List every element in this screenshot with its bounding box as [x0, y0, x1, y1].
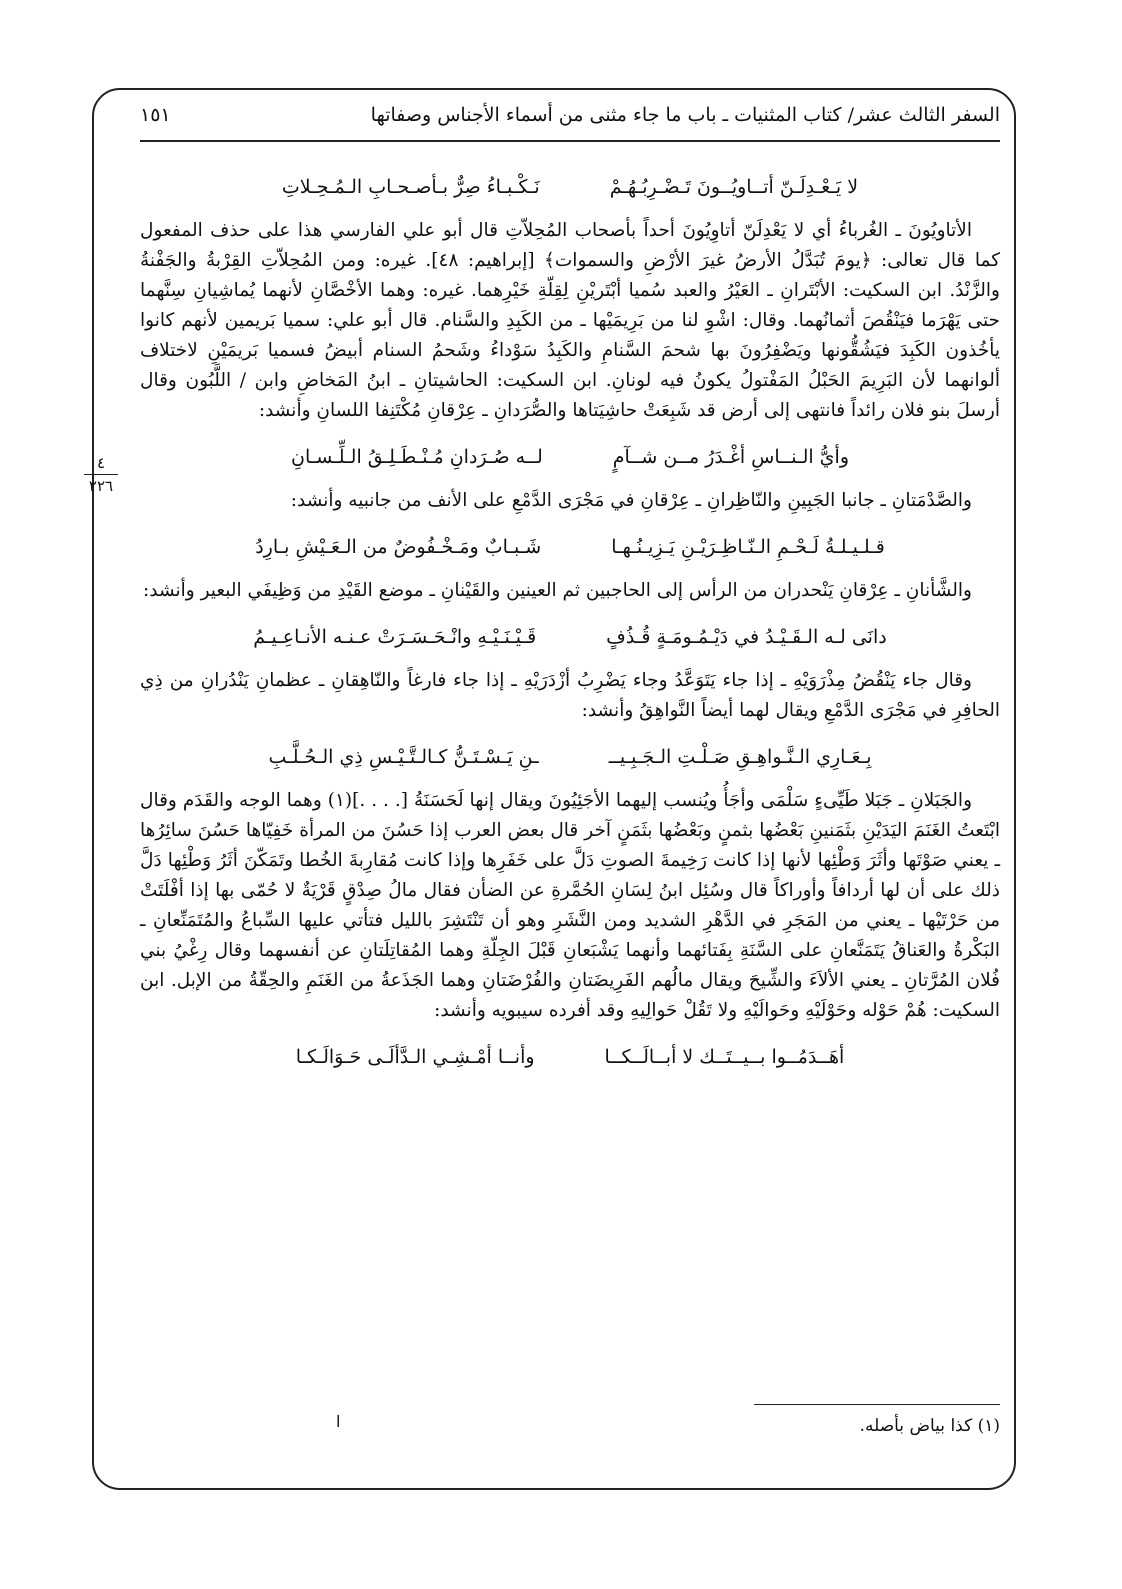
verse-hemistich-b: وأنــا أمْـشِـي الـدَّألَـى حَـوَالَـكـا — [295, 1046, 535, 1068]
verse-5 — [140, 742, 1000, 772]
paragraph-2: والصَّدْمَتانِ ـ جانبا الجَبِينِ والنّاظِرانِ ـ عِرْقانِ في مَجْرَى الدَّمْعِ على الأنف من جانبيه وأنشد: — [290, 490, 972, 511]
running-title: السفر الثالث عشر/ كتاب المثنيات ـ باب ما جاء مثنى من أسماء الأجناس وصفاتها — [370, 104, 1000, 126]
margin-ref-bottom: ٢٢٦ — [88, 477, 114, 495]
margin-ref-top: ٤ — [96, 454, 106, 472]
verse-4 — [140, 622, 1000, 652]
paragraph-3: والشَّأنانِ ـ عِرْقانِ يَنْحدران من الرأس إلى الحاجبين ثم العينين والقَيْنانِ ـ موضع القَيْدِ من وَظِيفَي البعير وأنشد: — [143, 580, 972, 601]
verse-hemistich-b: نَـكْـبـاءُ صِرٌّ بـأصـحـابِ الـمُـحِـلاتِ — [281, 176, 540, 198]
verse-6 — [140, 1042, 1000, 1072]
footnote: (١) كذا بياض بأصله. — [859, 1416, 1000, 1436]
verse-hemistich-b: لــه صُـرَدانِ مُـنْـطَـلِـقُ الـلِّـسـانِ — [290, 446, 543, 468]
margin-ref-divider — [84, 474, 118, 475]
verse-hemistich-b: ـنِ يَـسْـتَـنُّ كـالـتَّـيْـسِ ذِي الـحُـلَّـبِ — [268, 746, 539, 768]
footnote-rule — [754, 1404, 1000, 1405]
verse-3 — [140, 532, 1000, 562]
verse-hemistich-a: لا يَـعْـدِلَـنّ أتــاويُــونَ تَـضْـرِبُـهُـمْ — [609, 176, 859, 198]
stray-mark: ا — [336, 1412, 341, 1431]
paragraph-1: الأتاويُونَ ـ الغُرباءُ أي لا يَعْدِلَنّ أتاوِيُونَ أحداً بأصحاب المُحِلاّتِ قال أبو علي الفارسي هذا على حذف المفعول كما قال تعالى: ﴿يومَ تُبَدَّلُ الأرضُ غيرَ الأرْضِ والسموات﴾ [إبراهيم: ٤٨]. غيره: ومن المُحِلاّتِ القِرْبةُ والجَفْنةُ والزَّنْدُ. ابن السكيت: الأبْتَرانِ ـ العَيْرُ والعبد سُميا أبْتَريْنِ لِقِلّةِ خَيْرِهما. غيره: وهما الأخْصَّانِ لأنهما يُماشِيانِ سِنَّهما حتى يَهْرَما فيَنْقُصَ أثمانُهما. وقال: اشْوِ لنا من بَرِيمَيْها ـ من الكَبِدِ والسَّنام. قال أبو علي: سميا بَريمين لأنهم كانوا يأخُذون الكَبِدَ فيَشُقُّونها ويَضْفِرُونَ بها شحمَ السَّنامِ والكَبِدُ سَوْداءُ وشَحمُ السنام أبيضُ فسميا بَريمَيْنِ لاختلاف ألوانهما لأن البَرِيمَ الحَبْلُ المَفْتولُ يكونُ فيه لونانِ. ابن السكيت: الحاشيتانِ ـ ابنُ المَخاضِ وابن / اللَّبُون وقال أرسلَ بنو فلان رائداً فانتهى إلى أرض قد شَبِعَتْ حاشِيَتاها والصُّرَدانِ ـ عِرْقانِ مُكْتَنِفا اللسانِ وأنشد: — [140, 220, 1000, 421]
page-header — [140, 98, 1000, 132]
paragraph-4: وقال جاء يَنْقُضُ مِذْرَوَيْهِ ـ إذا جاء يَتَوَعَّدُ وجاء يَضْرِبُ أزْدَرَيْهِ ـ إذا جاء فارغاً والنّاهِقانِ ـ عظمانِ يَنْدُرانِ من ذِي الحافِرِ في مَجْرَى الدَّمْعِ ويقال لهما أيضاً النَّواهِقُ وأنشد: — [140, 670, 1000, 721]
verse-2 — [140, 442, 1000, 472]
verse-hemistich-a: قـلـيـلـةُ لَـحْـمِ الـنّـاظِـرَيْـنِ يَـزِيـنُـهـا — [611, 536, 885, 558]
page-body — [140, 156, 1000, 1086]
margin-page-reference — [74, 454, 128, 495]
verse-hemistich-a: دانَى لـه الـقَـيْـدُ في دَيْـمُـومَـةٍ قُـذُفٍ — [606, 626, 887, 648]
verse-hemistich-a: أهَــدَمُــوا بــيــتَــك لا أبــالَــكــا — [604, 1046, 845, 1068]
page-number: ١٥١ — [140, 104, 171, 126]
verse-hemistich-a: وأيُّ الـنــاسِ أغْـدَرُ مــن شــآمٍ — [612, 446, 850, 468]
verse-hemistich-b: شَـبـابٌ ومَـخْـفُوضٌ من الـعَـيْشِ بـارِدُ — [255, 536, 542, 558]
verse-hemistich-a: بِـعَـارِي الـنَّـواهِـقِ صَـلْـتِ الـجَـبِـيــ — [608, 746, 872, 768]
verse-1 — [140, 172, 1000, 202]
verse-hemistich-b: قَـيْـنَـيْـهِ وانْـحَـسَـرَتْ عـنـه الأنـاعِـيـمُ — [253, 626, 537, 648]
paragraph-5: والجَبَلانِ ـ جَبَلا طَيِّىءٍ سَلْمَى وأجَأُ ويُنسب إليهما الأجَئِيُونَ ويقال إنها لَحَسَنَةُ [. . . .](١) وهما الوجه والقَدَم وقال ابْتَعتُ الغَنَمَ اليَدَيْنِ بثَمَنينِ بَعْضُها بثمنٍ وبَعْضُها بثَمَنٍ آخر قال بعض العرب إذا حَسُنَ من المرأة خَفِيّاها حَسُنَ سائِرُها ـ يعني صَوْتَها وأثَرَ وَطْئِها لأنها إذا كانت رَخِيمةَ الصوتِ دَلَّ على خَفَرِها وإذا كانت مُقارِبةَ الخُطا وتَمَكّنَ أثَرُ وَطْئِها دَلَّ ذلك على أن لها أردافاً وأوراكاً قال وسُئِل ابنُ لِسَانِ الحُمَّرةِ عن الضأن فقال مالُ صِدْقٍ قَرْيَةٌ لا حُمّى بها إذا أفْلَتَتْ من حَرْتَيْها ـ يعني من المَجَرِ في الدَّهْرِ الشديد ومن النَّشَرِ وهو أن تَنْتَشِرَ بالليل فتأتي عليها السِّباعُ والمُتَمَنِّعانِ ـ البَكْرةُ والعَناقُ يَتَمَنَّعانِ على السَّنَةِ بِفَتائهما وأنهما يَشْبَعانِ قَبْلَ الجِلّةِ وهما المُقاتِلَتانِ عن أنفسهما وقال رِغْيُ بني فُلان المُرَّتانِ ـ يعني الألاَءَ والشِّيحَ ويقال مالُهم الفَرِيضَتانِ والفُرْضَتانِ وهما الجَذَعةُ من الغَنَمِ والحِقّةُ من الإبل. ابن السكيت: هُمْ حَوْله وحَوْلَيْهِ وحَوالَيْهِ ولا تَقُلْ حَوالِيهِ وقد أفرده سيبويه وأنشد: — [140, 790, 1000, 1021]
header-rule — [140, 140, 1000, 142]
